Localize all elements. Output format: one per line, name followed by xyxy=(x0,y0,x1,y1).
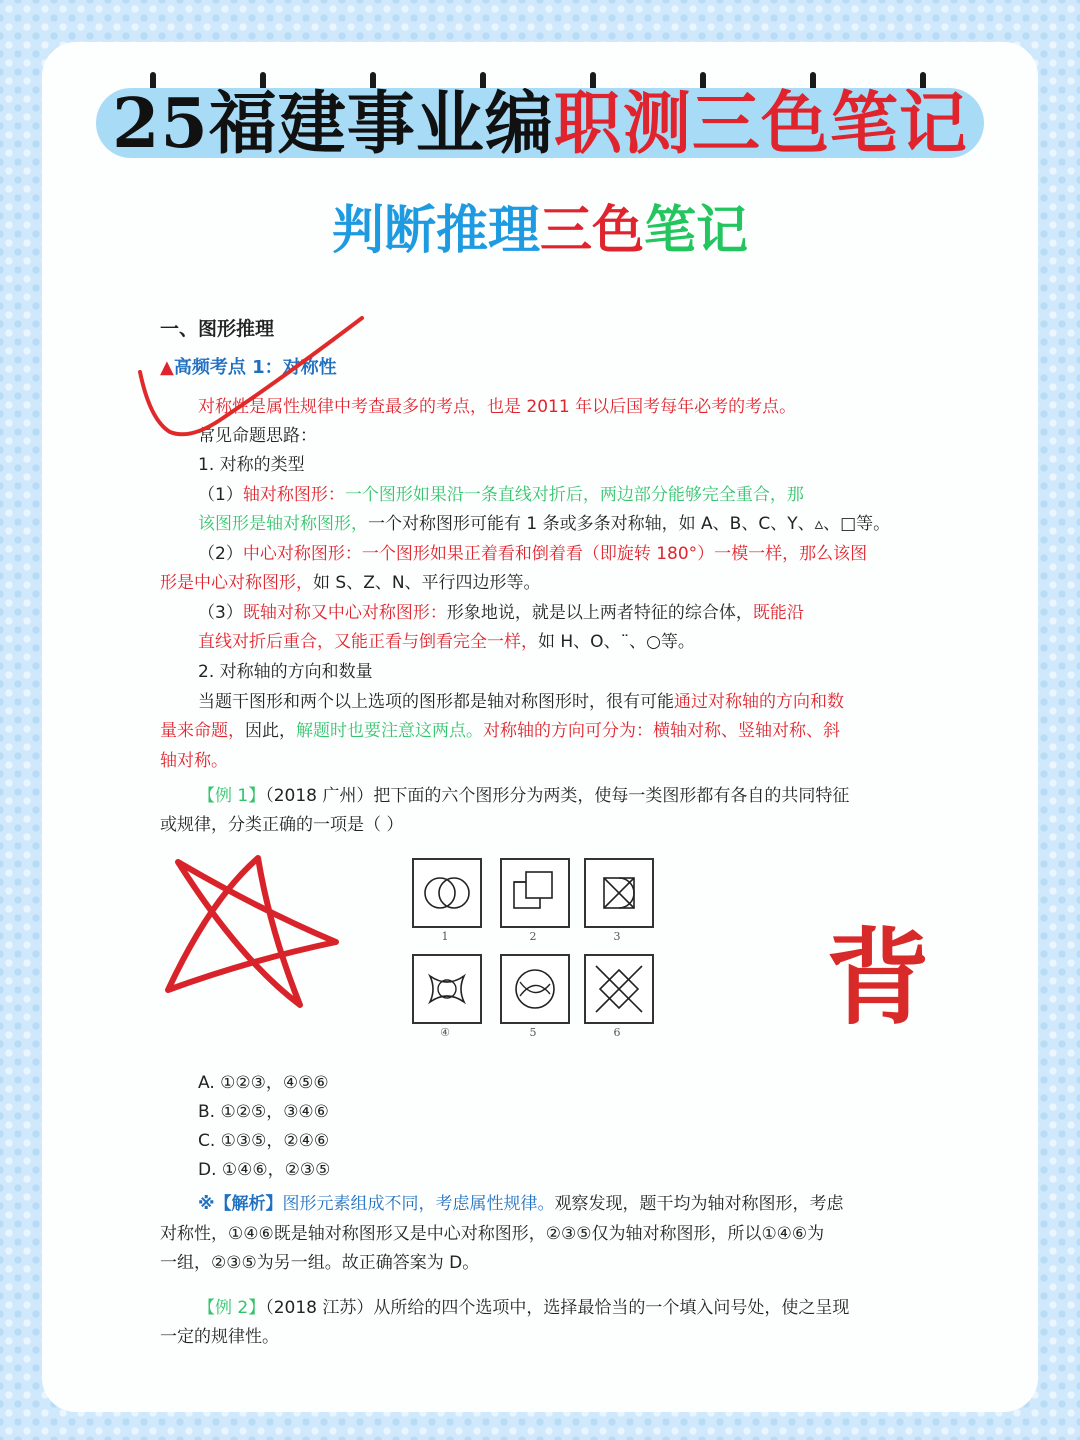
figure-caption: 3 xyxy=(613,930,621,943)
option-b: B. ①②⑤，③④⑥ xyxy=(198,1102,329,1122)
subtitle-green: 笔记 xyxy=(644,201,749,261)
main-title-red: 职测三色笔记 xyxy=(553,84,968,164)
point-title-text: 高频考点 1：对称性 xyxy=(173,357,337,378)
both-examples: 如 H、O、¨、○等。 xyxy=(538,632,695,652)
item-number: （3） xyxy=(198,603,243,623)
item-number: （1） xyxy=(198,485,243,505)
analysis-line-3: 一组，②③⑤为另一组。故正确答案为 D。 xyxy=(160,1253,480,1273)
red-checkmark-icon xyxy=(140,318,362,434)
analysis-key: 图形元素组成不同，考虑属性规律。 xyxy=(282,1194,555,1214)
central-definition-end: 形是中心对称图形， xyxy=(160,573,313,593)
subtitle-red: 三色 xyxy=(539,201,644,261)
axis-text-red: 量来命题， xyxy=(160,721,245,741)
both-definition-end: 直线对折后重合，又能正看与倒看完全一样， xyxy=(198,632,538,652)
figure-caption: 5 xyxy=(529,1026,537,1039)
example2-tag: 【例 2】 xyxy=(198,1298,266,1318)
main-title-black: 25福建事业编 xyxy=(112,84,554,164)
analysis-tag: ※【解析】 xyxy=(198,1194,283,1214)
axial-examples: 一个对称图形可能有 1 条或多条对称轴，如 A、B、C、Y、▵、□等。 xyxy=(368,514,891,534)
thinking-line: 常见命题思路： xyxy=(198,426,317,446)
type-heading: 1. 对称的类型 xyxy=(198,455,305,475)
intro-line: 对称性是属性规律中考查最多的考点，也是 2011 年以后国考每年必考的考点。 xyxy=(198,397,797,417)
axis-text: 当题干图形和两个以上选项的图形都是轴对称图形时，很有可能 xyxy=(198,692,674,712)
example1-text: （2018 广州）把下面的六个图形分为两类，使每一类图形都有各自的共同特征 xyxy=(265,786,850,806)
figure-caption: 1 xyxy=(441,930,449,943)
central-examples: 如 S、Z、N、平行四边形等。 xyxy=(313,573,541,593)
axial-term: 轴对称图形： xyxy=(242,485,345,505)
axis-line-3: 轴对称。 xyxy=(160,751,228,771)
option-a: A. ①②③，④⑤⑥ xyxy=(198,1073,329,1093)
example1-line-2: 或规律，分类正确的一项是（ ） xyxy=(160,815,404,835)
axial-definition-end: 该图形是轴对称图形， xyxy=(198,514,368,534)
example1-tag: 【例 1】 xyxy=(198,786,266,806)
axis-text-red: 对称轴的方向可分为：横轴对称、竖轴对称、斜 xyxy=(483,721,840,741)
example2-text: （2018 江苏）从所给的四个选项中，选择最恰当的一个填入问号处，使之呈现 xyxy=(265,1298,850,1318)
analysis-line-2: 对称性，①④⑥既是轴对称图形又是中心对称图形，②③⑤仅为轴对称图形，所以①④⑥为 xyxy=(160,1224,825,1244)
both-definition: 既能沿 xyxy=(752,603,804,623)
example2-line-2: 一定的规律性。 xyxy=(160,1327,279,1347)
triangle-icon: ▲ xyxy=(160,357,174,378)
figure-caption: ④ xyxy=(440,1026,450,1039)
analysis-text: 观察发现，题干均为轴对称图形，考虑 xyxy=(554,1194,844,1214)
option-d: D. ①④⑥，②③⑤ xyxy=(198,1160,331,1180)
both-explanation: 形象地说，就是以上两者特征的综合体， xyxy=(446,603,753,623)
axis-text-green: 解题时也要注意这两点。 xyxy=(296,721,483,741)
section-heading: 一、图形推理 xyxy=(160,318,275,340)
option-c: C. ①③⑤，②④⑥ xyxy=(198,1131,330,1151)
axis-text: 因此， xyxy=(245,721,296,741)
subtitle-blue: 判断推理 xyxy=(331,201,540,261)
figure-caption: 6 xyxy=(613,1026,621,1039)
axial-definition: 一个图形如果沿一条直线对折后，两边部分能够完全重合，那 xyxy=(344,485,804,505)
axis-text-red: 通过对称轴的方向和数 xyxy=(674,692,844,712)
both-term: 既轴对称又中心对称图形： xyxy=(242,603,447,623)
red-star-doodle-icon xyxy=(168,858,336,1005)
item-number: （2） xyxy=(198,544,243,564)
central-definition: 中心对称图形：一个图形如果正着看和倒着看（即旋转 180°）一模一样，那么该图 xyxy=(242,544,868,564)
handwritten-note: 背 xyxy=(826,916,931,1039)
figure-caption: 2 xyxy=(529,930,537,943)
axis-heading: 2. 对称轴的方向和数量 xyxy=(198,662,373,682)
